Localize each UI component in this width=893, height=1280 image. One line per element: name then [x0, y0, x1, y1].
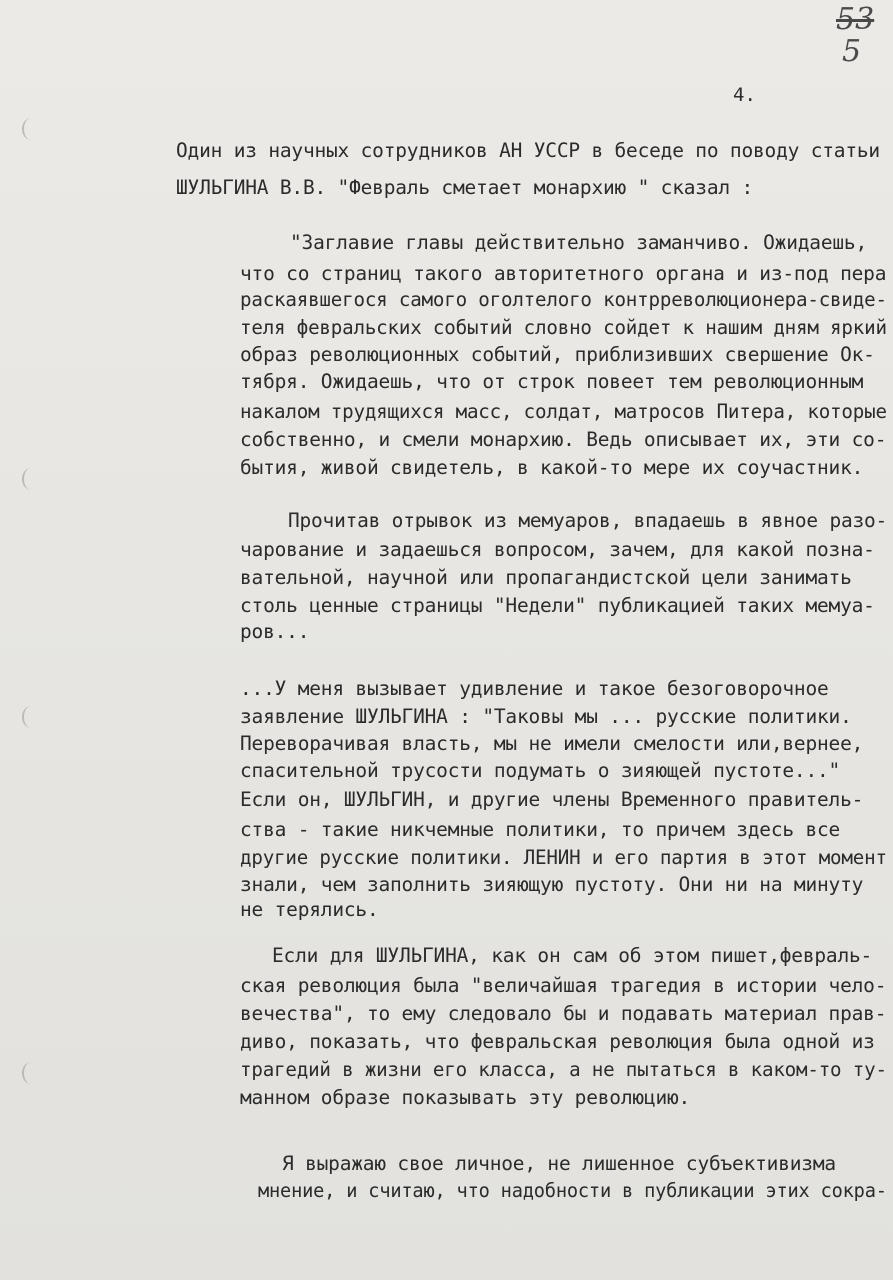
text-line: Если он, ШУЛЬГИН, и другие члены Временного правитель- — [240, 788, 864, 811]
text-line: теля февральских событий словно сойдет к нашим дням яркий — [240, 316, 887, 339]
text-line: Переворачивая власть, мы не имели смелости или,вернее, — [240, 732, 864, 755]
text-line: не терялись. — [240, 898, 379, 921]
punch-hole-mark — [22, 706, 40, 728]
text-line: тября. Ожидаешь, что от строк повеет тем революционным — [240, 370, 864, 393]
text-line: заявление ШУЛЬГИНА : "Таковы мы ... русские политики. — [240, 705, 852, 728]
text-line: ства - такие никчемные политики, то причем здесь все — [240, 818, 841, 841]
archive-sheet-number: 5 — [842, 34, 862, 69]
text-line: мнение, и считаю, что надобности в публикации этих сокра- — [258, 1179, 887, 1202]
text-line: ...У меня вызывает удивление и такое безоговорочное — [240, 677, 829, 700]
text-line: Если для ШУЛЬГИНА, как он сам об этом пишет,февраль- — [272, 944, 873, 967]
text-line: вечества", то ему следовало бы и подавать материал прав- — [240, 1002, 887, 1025]
text-line: столь ценные страницы "Недели" публикацией таких мемуа- — [240, 594, 875, 617]
text-line: чарование и задаешься вопросом, зачем, для какой позна- — [240, 538, 875, 561]
text-line: бытия, живой свидетель, в какой-то мере их соучастник. — [240, 456, 864, 479]
text-line: "Заглавие главы действительно заманчиво. Ожидаешь, — [290, 231, 867, 254]
punch-hole-mark — [22, 1062, 40, 1084]
text-line: другие русские политики. ЛЕНИН и его партия в этот момент — [240, 846, 887, 869]
old-archive-sheet-number: 53 — [836, 2, 875, 37]
text-line: трагедий в жизни его класса, а не пытаться в каком-то ту- — [240, 1058, 887, 1081]
text-line: ская революция была "величайшая трагедия в истории чело- — [240, 974, 887, 997]
text-line: раскаявшегося самого оголтелого контрреволюционера-свиде- — [240, 288, 887, 311]
text-line: спасительной трусости подумать о зияющей пустоте..." — [240, 759, 841, 782]
text-line: что со страниц такого авторитетного органа и из-под пера — [240, 262, 887, 285]
punch-hole-mark — [22, 118, 40, 140]
text-line: накалом трудящихся масс, солдат, матросов Питера, которые — [240, 400, 887, 423]
text-line: Прочитав отрывок из мемуаров, впадаешь в явное разо- — [288, 509, 888, 532]
page-number: 4. — [733, 84, 756, 106]
text-line: ШУЛЬГИНА В.В. "Февраль сметает монархию " сказал : — [176, 176, 753, 199]
text-line: собственно, и смели монархию. Ведь описывает их, эти со- — [240, 428, 887, 451]
text-line: Я выражаю свое личное, не лишенное субъективизма — [282, 1152, 836, 1175]
text-line: вательной, научной или пропагандистской цели занимать — [240, 566, 852, 589]
text-line: знали, чем заполнить зияющую пустоту. Они ни на минуту — [240, 873, 864, 896]
punch-hole-mark — [22, 468, 40, 490]
text-line: диво, показать, что февральская революция была одной из — [240, 1030, 875, 1053]
text-line: образ революционных событий, приблизивших свершение Ок- — [240, 343, 875, 366]
text-line: Один из научных сотрудников АН УССР в беседе по поводу статьи — [176, 139, 880, 162]
text-line: манном образе показывать эту революцию. — [240, 1086, 691, 1109]
text-line: ров... — [240, 620, 310, 643]
